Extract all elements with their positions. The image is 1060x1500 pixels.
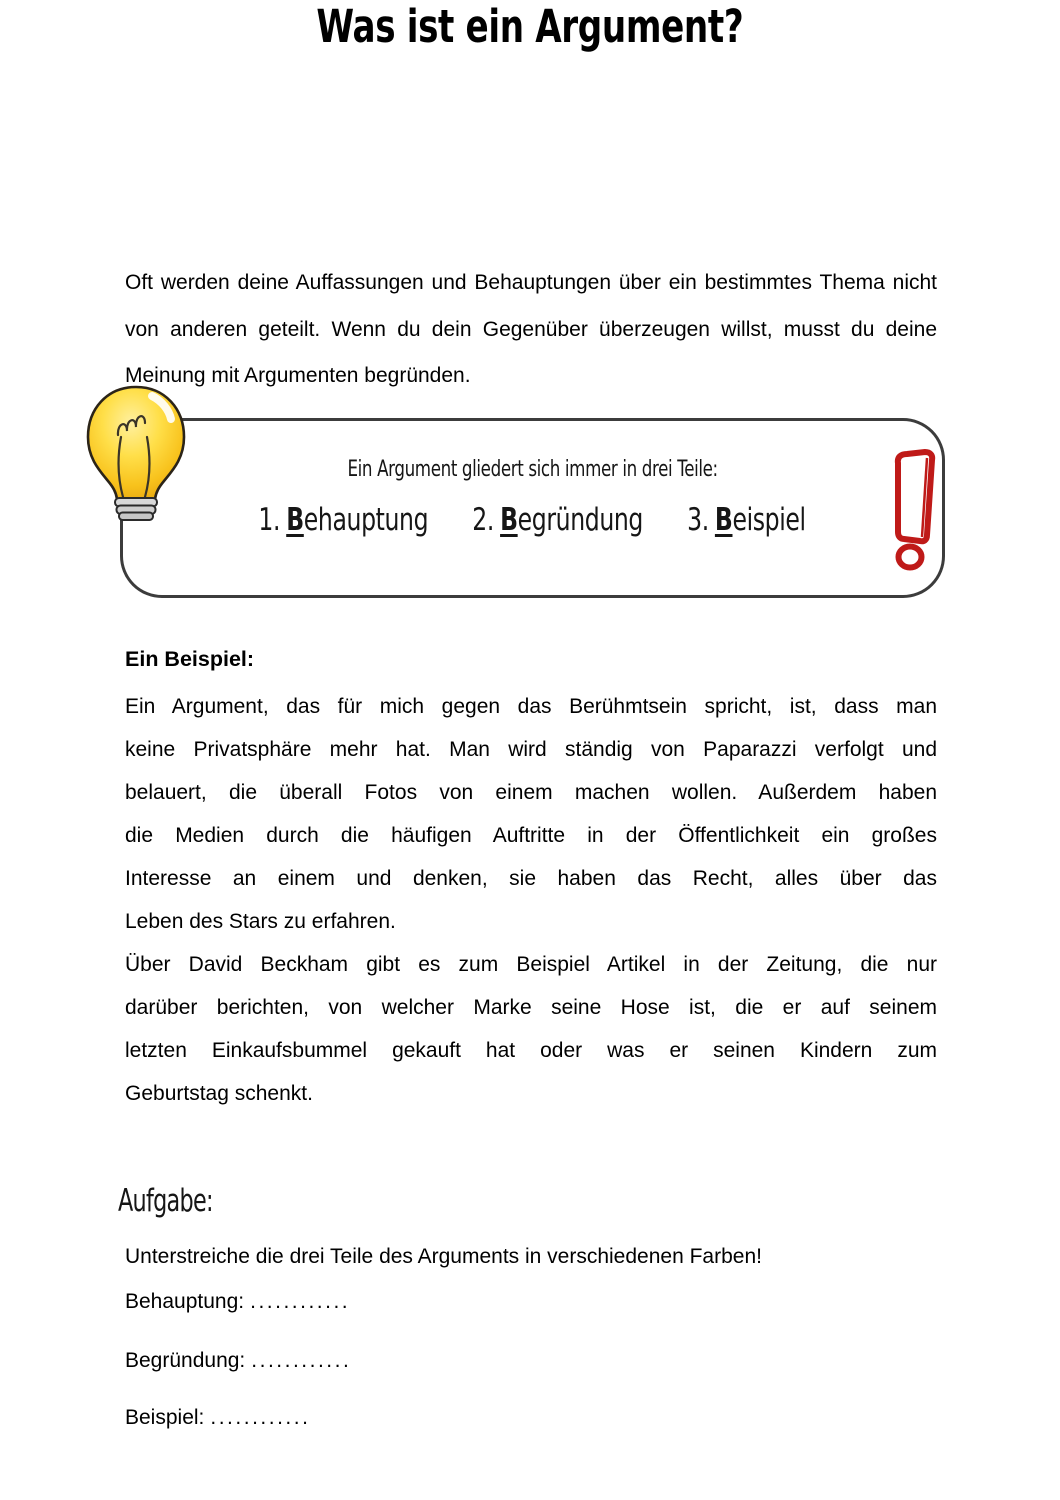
argument-part-3 — [688, 500, 807, 540]
example-line: belauert, die überall Fotos von einem machen wollen. Außerdem haben — [125, 781, 937, 804]
task-heading-wrap — [118, 1183, 250, 1219]
page-title-wrap — [0, 0, 1060, 53]
page-title: Was ist ein Argument? — [316, 0, 744, 53]
task-instruction: Unterstreiche die drei Teile des Arguments in verschiedenen Farben! — [125, 1245, 762, 1268]
intro-paragraph — [125, 260, 937, 400]
example-line: Über David Beckham gibt es zum Beispiel Artikel in der Zeitung, die nur — [125, 953, 937, 976]
blank-dots: ............ — [250, 1290, 351, 1313]
example-line: Leben des Stars zu erfahren. — [125, 910, 396, 933]
example-line: Interesse an einem und denken, sie haben das Recht, alles über das — [125, 867, 937, 890]
blank-line-begruendung — [125, 1349, 351, 1373]
exclamation-icon — [884, 449, 942, 571]
example-line: keine Privatsphäre mehr hat. Man wird ständig von Paparazzi verfolgt und — [125, 738, 937, 761]
argument-part-1 — [259, 500, 429, 540]
intro-line: von anderen geteilt. Wenn du dein Gegenüber überzeugen willst, musst du deine — [125, 317, 937, 341]
part-number: 1. — [258, 502, 281, 538]
blank-label: Behauptung: — [125, 1290, 245, 1313]
part-initial: B — [500, 502, 519, 538]
argument-parts-row — [123, 500, 942, 540]
intro-line: Oft werden deine Auffassungen und Behauptungen über ein bestimmtes Thema nicht — [125, 271, 937, 294]
example-heading: Ein Beispiel: — [125, 647, 255, 671]
part-initial: B — [286, 502, 305, 538]
example-line: letzten Einkaufsbummel gekauft hat oder was er seinen Kindern zum — [125, 1039, 937, 1062]
example-line: darüber berichten, von welcher Marke seine Hose ist, die er auf seinem — [125, 996, 937, 1019]
blank-dots: ............ — [210, 1406, 311, 1429]
part-rest: egründung — [518, 502, 644, 538]
part-number: 2. — [472, 502, 495, 538]
part-rest: ehauptung — [304, 502, 429, 538]
info-box — [120, 418, 945, 598]
info-box-heading: Ein Argument gliedert sich immer in drei Teile: — [347, 457, 718, 482]
example-line: Geburtstag schenkt. — [125, 1082, 313, 1105]
example-line: Ein Argument, das für mich gegen das Berühmtsein spricht, ist, dass man — [125, 695, 937, 718]
lightbulb-icon — [80, 383, 192, 523]
blank-line-behauptung — [125, 1290, 350, 1314]
info-box-heading-wrap — [123, 455, 942, 484]
blank-label: Begründung: — [125, 1349, 246, 1372]
argument-part-2 — [473, 500, 644, 540]
part-number: 3. — [687, 502, 710, 538]
part-initial: B — [715, 502, 733, 538]
task-heading: Aufgabe: — [118, 1183, 213, 1219]
example-paragraphs — [125, 685, 937, 1115]
blank-line-beispiel — [125, 1406, 310, 1430]
blank-dots: ............ — [251, 1349, 352, 1372]
blank-label: Beispiel: — [125, 1406, 205, 1429]
intro-line: Meinung mit Argumenten begründen. — [125, 364, 471, 387]
part-rest: eispiel — [732, 502, 807, 538]
example-line: die Medien durch die häufigen Auftritte in der Öffentlichkeit ein großes — [125, 824, 937, 847]
